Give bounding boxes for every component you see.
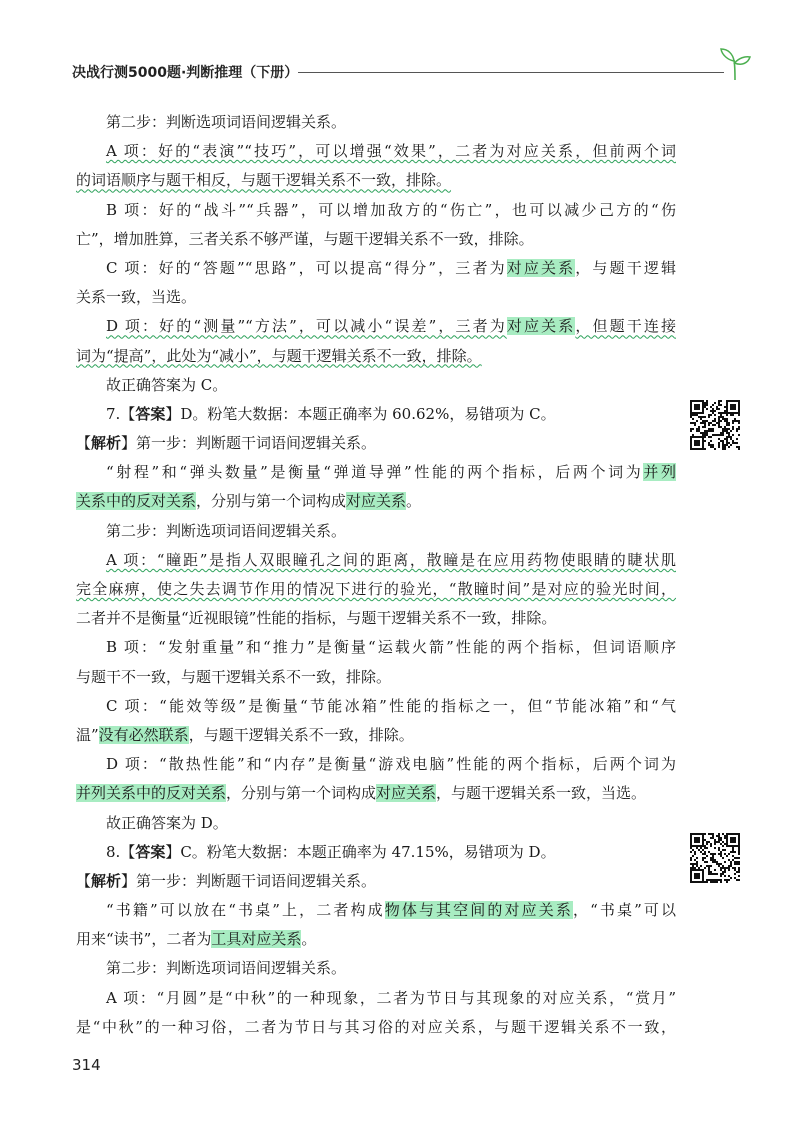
text-line: 温”没有必然联系，与题干逻辑关系不一致，排除。 (76, 725, 414, 744)
text-line: C 项：好的“答题”“思路”，可以提高“得分”，三者为对应关系，与题干逻辑 (106, 258, 676, 277)
page-header (72, 60, 752, 84)
text-line: 完全麻痹，使之失去调节作用的情况下进行的验光，“散瞳时间”是对应的验光时间， (76, 580, 676, 598)
text-line: C 项：“能效等级”是衡量“节能冰箱”性能的指标之一，但“节能冰箱”和“气 (106, 696, 676, 715)
text-line: 的词语顺序与题干相反，与题干逻辑关系不一致，排除。 (76, 171, 452, 190)
question-7-answer: 7.【答案】D。粉笔大数据：本题正确率为 60.62%，易错项为 C。 (106, 404, 556, 423)
highlight: 工具对应关系 (211, 930, 302, 949)
text-line: 二者并不是衡量“近视眼镜”性能的指标，与题干逻辑关系不一致，排除。 (76, 609, 557, 628)
text-line: 亡”，增加胜算，三者关系不够严谨，与题干逻辑关系不一致，排除。 (76, 229, 534, 248)
text-line: B 项：“发射重量”和“推力”是衡量“运载火箭”性能的两个指标，但词语顺序 (106, 638, 676, 657)
text-line: 是“中秋”的一种习俗，二者为节日与其习俗的对应关系，与题干逻辑关系不一致， (76, 1017, 676, 1036)
header-rule (298, 72, 724, 73)
highlight: 并列 (643, 463, 676, 482)
question-7-analysis: 【解析】第一步：判断题干词语间逻辑关系。 (76, 434, 377, 453)
text-line: 词为“提高”，此处为“减小”，与题干逻辑关系不一致，排除。 (76, 346, 482, 365)
text-line: 第二步：判断选项词语间逻辑关系。 (106, 521, 347, 540)
text-line: 第二步：判断选项词语间逻辑关系。 (106, 959, 347, 978)
text-line: B 项：好的“战斗”“兵器”，可以增加敌方的“伤亡”，也可以减少己方的“伤 (106, 200, 676, 219)
text-line: A 项：“瞳距”是指人双眼瞳孔之间的距离，散瞳是在应用药物使眼睛的睫状肌 (106, 550, 676, 569)
text-line: 故正确答案为 D。 (106, 813, 228, 832)
highlight: 并列关系中的反对关系 (76, 784, 227, 803)
text-line: D 项：好的“测量”“方法”，可以减小“误差”，三者为对应关系，但题干连接 (106, 317, 676, 336)
sprout-icon (718, 46, 752, 82)
text-line: “书籍”可以放在“书桌”上，二者构成物体与其空间的对应关系，“书桌”可以 (106, 901, 676, 920)
highlight: 关系中的反对关系 (76, 492, 197, 511)
book-title: 决战行测5000题·判断推理（下册） (72, 65, 299, 81)
highlight: 对应关系 (506, 258, 576, 277)
text-line: A 项：“月圆”是“中秋”的一种现象，二者为节日与其现象的对应关系，“赏月” (106, 988, 676, 1007)
text-line: 与题干不一致，与题干逻辑关系不一致，排除。 (76, 667, 392, 686)
text-line: D 项：“散热性能”和“内存”是衡量“游戏电脑”性能的两个指标，后两个词为 (106, 755, 676, 774)
highlight: 没有必然联系 (98, 725, 189, 744)
text-line: 故正确答案为 C。 (106, 375, 228, 394)
text-line: A 项：好的“表演”“技巧”，可以增强“效果”，二者为对应关系，但前两个词 (106, 142, 676, 161)
highlight: 物体与其空间的对应关系 (384, 901, 573, 920)
highlight: 对应关系 (506, 317, 576, 336)
qr-code-icon[interactable] (690, 833, 740, 883)
text-line: 关系一致，当选。 (76, 288, 197, 307)
highlight: 对应关系 (376, 784, 437, 803)
page-number: 314 (72, 1056, 101, 1074)
qr-code-icon[interactable] (690, 400, 740, 450)
question-8-analysis: 【解析】第一步：判断题干词语间逻辑关系。 (76, 871, 377, 890)
text-line: 第二步：判断选项词语间逻辑关系。 (106, 113, 347, 131)
answer-explanation (76, 108, 676, 1042)
question-8-answer: 8.【答案】C。粉笔大数据：本题正确率为 47.15%，易错项为 D。 (106, 842, 556, 861)
text-line: “射程”和“弹头数量”是衡量“弹道导弹”性能的两个指标，后两个词为并列 (106, 463, 676, 482)
text-line: 并列关系中的反对关系，分别与第一个词构成对应关系，与题干逻辑关系一致，当选。 (76, 784, 647, 803)
highlight: 对应关系 (346, 492, 407, 511)
text-line: 用来“读书”，二者为工具对应关系。 (76, 930, 317, 949)
text-line: 关系中的反对关系，分别与第一个词构成对应关系。 (76, 492, 422, 511)
